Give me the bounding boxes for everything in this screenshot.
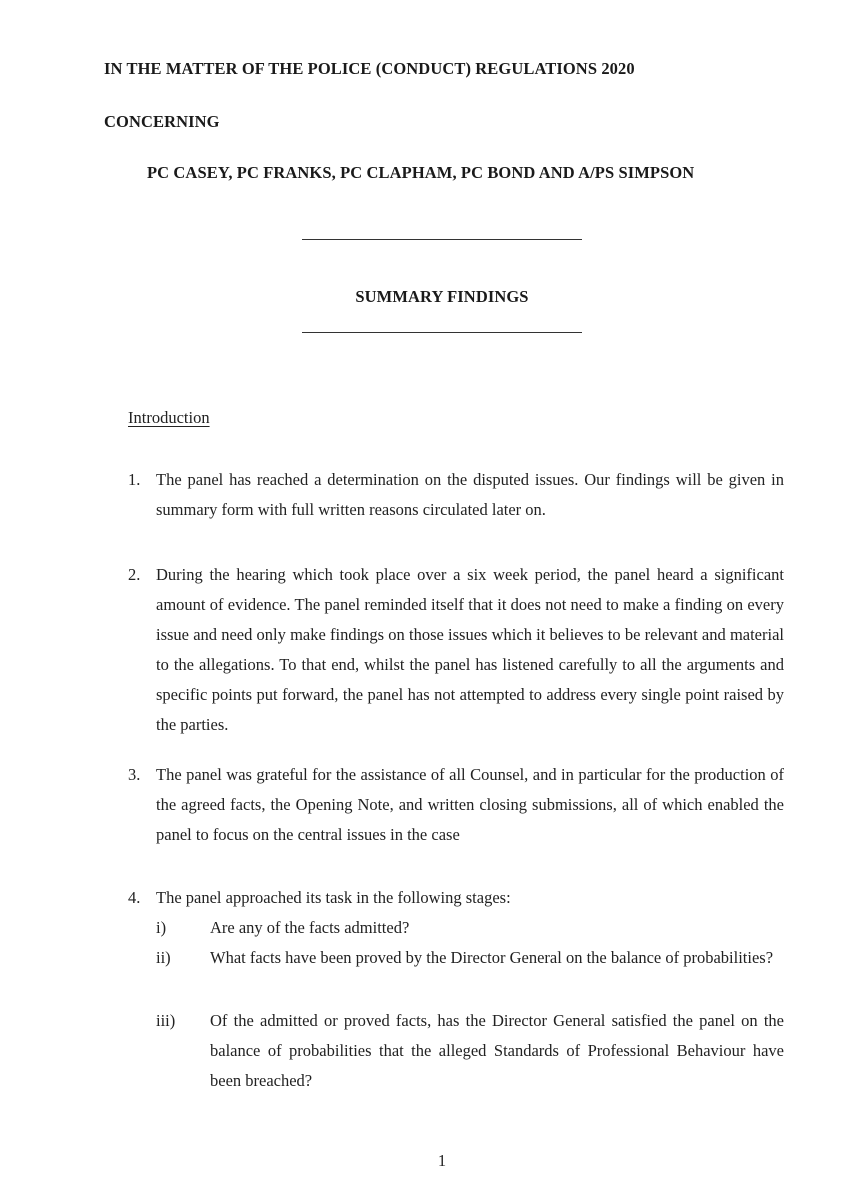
stage-text: Of the admitted or proved facts, has the Director General satisfied the panel on the balance of probabilities that the alleged Standards of Professional Behaviour have been breached? xyxy=(210,1011,784,1090)
stage-number: ii) xyxy=(156,948,171,967)
stage-number: i) xyxy=(156,918,167,937)
title-rule-top xyxy=(302,239,582,240)
paragraph-number: 3. xyxy=(128,765,141,784)
title-rule-bottom xyxy=(302,332,582,333)
matter-heading: IN THE MATTER OF THE POLICE (CONDUCT) REGULATIONS 2020 xyxy=(104,59,635,78)
stage-text: Are any of the facts admitted? xyxy=(210,918,410,937)
paragraph-text: The panel approached its task in the following stages: xyxy=(156,888,511,907)
document-title: SUMMARY FINDINGS xyxy=(355,287,529,306)
paragraph-number: 4. xyxy=(128,888,141,907)
section-heading-introduction: Introduction xyxy=(128,408,210,427)
stage-number: iii) xyxy=(156,1011,176,1030)
paragraph-text: During the hearing which took place over a six week period, the panel heard a significant amount of evidence. The panel reminded itself that it does not need to make a finding on every issue and need only make findings on those issues which it believes to be relevant and material to the allegations. To that end, whilst the panel has listened carefully to all the arguments and specific points put forward, the panel has not attempted to address every single point raised by the parties. xyxy=(156,565,784,734)
concerning-heading: CONCERNING xyxy=(104,112,220,131)
paragraph-text: The panel has reached a determination on the disputed issues. Our findings will be given in summary form with full written reasons circulated later on. xyxy=(156,470,784,519)
stage-text: What facts have been proved by the Director General on the balance of probabilities? xyxy=(210,948,774,967)
officers-heading: PC CASEY, PC FRANKS, PC CLAPHAM, PC BOND AND A/PS SIMPSON xyxy=(147,163,695,182)
page-number: 1 xyxy=(437,1151,447,1170)
paragraph-text: The panel was grateful for the assistance of all Counsel, and in particular for the production of the agreed facts, the Opening Note, and written closing submissions, all of which enabled the panel to focus on the central issues in the case xyxy=(156,765,784,844)
paragraph-number: 1. xyxy=(128,470,141,489)
paragraph-number: 2. xyxy=(128,565,141,584)
